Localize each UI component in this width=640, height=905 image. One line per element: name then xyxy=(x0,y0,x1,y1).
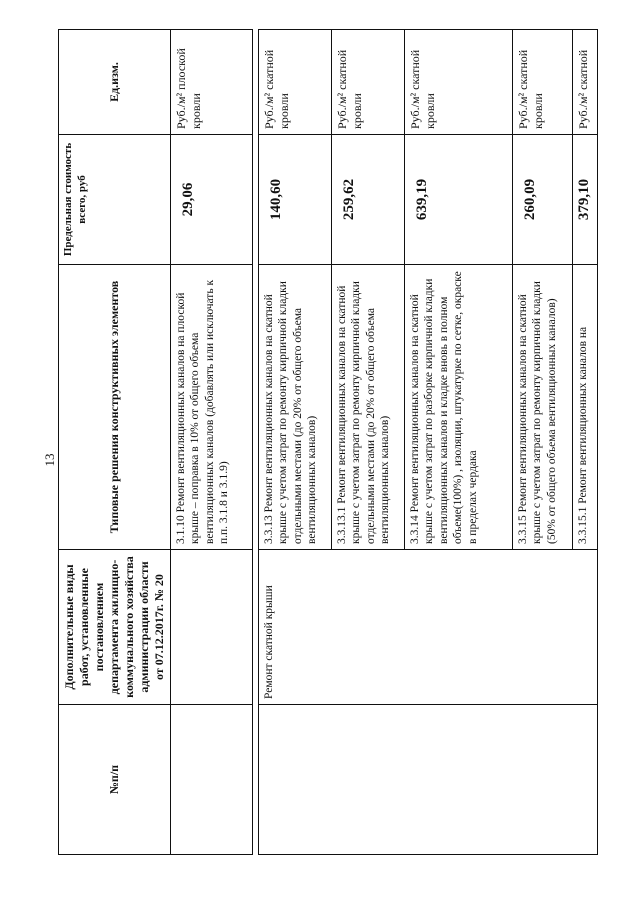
cost-cell: 260,09 xyxy=(513,135,573,265)
solution-cell: 3.3.15 Ремонт вентиляционных каналов на скатной крыше с учетом затрат по ремонту кирпичной кладки (50% от общего объема вентиляционных каналов) xyxy=(513,265,573,550)
page-number: 13 xyxy=(42,453,57,467)
col-header-cost: Предельная стоимость всего, руб xyxy=(59,135,171,265)
solution-cell: 3.1.10 Ремонт вентиляционных каналов на плоской крыше – поправка в 10% от общего объема вентиляционных каналов (добавлять или исключать к п.п. 3.1.8 и 3.1.9) xyxy=(171,265,253,550)
cost-cell: 639,19 xyxy=(405,135,513,265)
unit-cell: Руб./м² плоской кровли xyxy=(171,30,253,135)
table-header-row xyxy=(59,30,171,855)
col-header-solution: Типовые решения конструктивных элементов xyxy=(59,265,171,550)
solution-cell: 3.3.13.1 Ремонт вентиляционных каналов на скатной крыше с учетом затрат по ремонту кирпичной кладки отдельными местами (до 20% от общего объема вентиляционных каналов) xyxy=(332,265,405,550)
cost-cell: 379,10 xyxy=(573,135,598,265)
solution-cell: 3.3.15.1 Ремонт вентиляционных каналов на xyxy=(573,265,598,550)
col-header-unit: Ед.изм. xyxy=(59,30,171,135)
col-header-work: Дополнительные виды работ, установленные постановлением департамента жилищно-коммунального хозяйства администрации области от 07.12.2017г. № 20 xyxy=(59,550,171,705)
unit-cell: Руб./м² скатной кровли xyxy=(332,30,405,135)
solution-cell: 3.3.14 Ремонт вентиляционных каналов на скатной крыше с учетом затрат по разборке кирпичной кладки вентиляционных каналов и кладке вновь в полном объеме(100%) , изоляции, штукатурке по сетке, окраске в пределах чердака xyxy=(405,265,513,550)
works-table xyxy=(58,29,598,855)
table-row xyxy=(259,30,332,855)
work-cell: Ремонт скатной крыши xyxy=(259,550,598,705)
rotated-table-container xyxy=(58,30,592,855)
col-header-num: №п/п xyxy=(59,705,171,855)
unit-cell: Руб./м² скатной кровли xyxy=(405,30,513,135)
table-row xyxy=(171,30,253,855)
cost-cell: 29,06 xyxy=(171,135,253,265)
cost-cell: 140,60 xyxy=(259,135,332,265)
cost-cell: 259,62 xyxy=(332,135,405,265)
solution-cell: 3.3.13 Ремонт вентиляционных каналов на скатной крыше с учетом затрат по ремонту кирпичной кладки отдельными местами (до 20% от общего объема вентиляционных каналов) xyxy=(259,265,332,550)
unit-cell: Руб./м² скатной кровли xyxy=(259,30,332,135)
unit-cell: Руб./м² скатной кровли xyxy=(513,30,573,135)
unit-cell: Руб./м² скатной xyxy=(573,30,598,135)
